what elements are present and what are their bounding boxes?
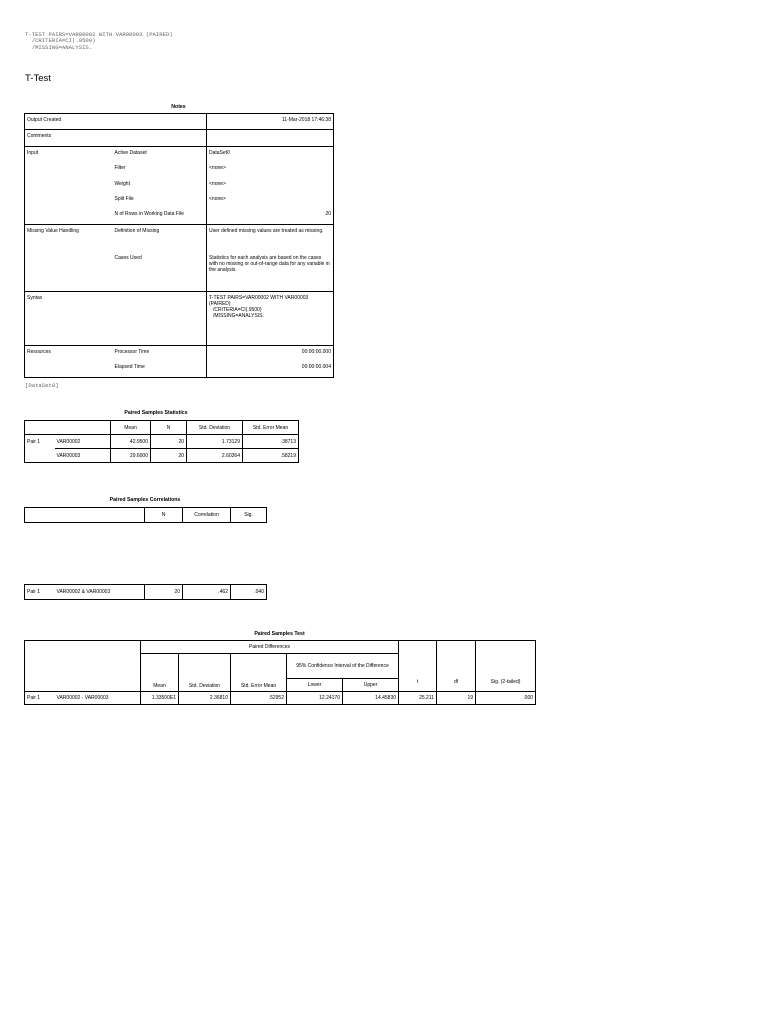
header-cell: N bbox=[151, 421, 187, 435]
notes-title: Notes bbox=[171, 104, 186, 110]
notes-cell: Resources bbox=[27, 348, 51, 355]
table-row bbox=[25, 508, 267, 523]
header-cell: Correlation bbox=[183, 508, 231, 523]
notes-cell: 11-Mar-2018 17:46:38 bbox=[207, 114, 334, 130]
value-cell: 1.73129 bbox=[187, 435, 243, 449]
table-row bbox=[25, 114, 334, 130]
var-cell: VAR00003 bbox=[55, 449, 111, 463]
header-cell: Lower bbox=[287, 679, 343, 692]
table-row bbox=[25, 208, 334, 224]
syntax-line: /MISSING=ANALYSIS. bbox=[213, 312, 264, 319]
notes-cell: <none> bbox=[207, 162, 334, 177]
value-cell: .462 bbox=[183, 585, 231, 600]
notes-cell: Processor Time bbox=[114, 348, 150, 355]
value-cell: 20 bbox=[151, 449, 187, 463]
notes-cell: 20 bbox=[207, 208, 334, 224]
pair-label: Pair 1 bbox=[25, 435, 55, 449]
notes-table bbox=[24, 113, 334, 378]
notes-cell: Statistics for each analysis are based on the cases with no missing or out-of-range data for any variable in the analysis. bbox=[207, 252, 334, 292]
table-row bbox=[25, 692, 536, 705]
notes-cell: User defined missing values are treated as missing. bbox=[207, 224, 334, 252]
pair-label: Pair 1 bbox=[27, 589, 41, 595]
table-row bbox=[25, 449, 299, 463]
value-cell: 19 bbox=[437, 692, 476, 705]
ptest-title: Paired Samples Test bbox=[254, 631, 305, 637]
header-cell: N bbox=[145, 508, 183, 523]
table-row bbox=[25, 585, 267, 600]
table-row bbox=[25, 252, 334, 292]
table-row bbox=[25, 345, 334, 361]
value-cell: .38713 bbox=[243, 435, 299, 449]
value-cell: 2.60364 bbox=[187, 449, 243, 463]
value-cell: 29.6000 bbox=[111, 449, 151, 463]
table-row bbox=[25, 146, 334, 162]
notes-cell: Cases Used bbox=[113, 252, 207, 292]
notes-cell: Input bbox=[27, 149, 39, 156]
notes-cell: Comments bbox=[25, 130, 113, 146]
notes-cell: <none> bbox=[207, 193, 334, 208]
table-row bbox=[25, 130, 334, 146]
notes-cell bbox=[207, 291, 334, 345]
notes-cell: Weight bbox=[114, 180, 130, 187]
notes-cell: Elapsed Time bbox=[114, 364, 145, 371]
corr-row-table bbox=[24, 584, 267, 600]
header-cell: Std. Error Mean bbox=[231, 654, 287, 692]
notes-cell: DataSet0 bbox=[207, 146, 334, 162]
header-cell: Std. Error Mean bbox=[243, 421, 299, 435]
header-cell: Sig. (2-tailed) bbox=[476, 679, 536, 692]
value-cell: 2.36810 bbox=[179, 692, 231, 705]
header-cell: Mean bbox=[141, 654, 179, 692]
var-cell: VAR00002 - VAR00003 bbox=[55, 692, 141, 705]
notes-cell: <none> bbox=[207, 178, 334, 193]
notes-cell: Syntax bbox=[25, 291, 113, 345]
value-cell: 1.33500E1 bbox=[141, 692, 179, 705]
table-row bbox=[25, 421, 299, 435]
notes-cell: Filter bbox=[114, 165, 126, 172]
notes-cell: Active Dataset bbox=[114, 149, 147, 156]
value-cell: .52952 bbox=[231, 692, 287, 705]
table-row bbox=[25, 435, 299, 449]
table-row bbox=[25, 224, 334, 252]
value-cell: 20 bbox=[145, 585, 183, 600]
var-cell: VAR00002 bbox=[55, 435, 111, 449]
notes-cell: 00:00:00.004 bbox=[207, 361, 334, 377]
header-cell: Upper bbox=[343, 679, 399, 692]
table-row bbox=[25, 178, 334, 193]
header-cell: 95% Confidence Interval of the Difference bbox=[287, 654, 399, 679]
value-cell: 42.9500 bbox=[111, 435, 151, 449]
table-row bbox=[25, 162, 334, 177]
notes-cell: Missing Value Handling bbox=[27, 227, 79, 234]
table-row bbox=[25, 291, 334, 345]
header-cell: Paired Differences bbox=[141, 641, 399, 654]
table-row bbox=[25, 641, 536, 654]
stats-title: Paired Samples Statistics bbox=[124, 410, 188, 416]
value-cell: 25.211 bbox=[399, 692, 437, 705]
notes-cell: Output Created bbox=[25, 114, 113, 130]
syntax-line: T-TEST PAIRS=VAR00002 WITH VAR00003 (PAIRED) bbox=[209, 294, 309, 307]
header-cell: Std. Deviation bbox=[187, 421, 243, 435]
corr-header-table bbox=[24, 507, 267, 523]
notes-cell: Split File bbox=[114, 195, 134, 202]
value-cell: .58219 bbox=[243, 449, 299, 463]
header-cell: df bbox=[437, 679, 476, 692]
value-cell: 20 bbox=[151, 435, 187, 449]
ptest-table bbox=[24, 640, 536, 705]
pair-label: Pair 1 bbox=[25, 692, 55, 705]
table-row bbox=[25, 193, 334, 208]
value-cell: .040 bbox=[231, 585, 267, 600]
table-row bbox=[25, 361, 334, 377]
var-cell: VAR00002 & VAR00003 bbox=[56, 589, 111, 595]
syntax-log: T-TEST PAIRS=VAR00002 WITH VAR00003 (PAIRED) /CRITERIA=CI(.9500) /MISSING=ANALYSIS. bbox=[25, 31, 173, 51]
corr-title: Paired Samples Correlations bbox=[109, 497, 181, 503]
header-cell: t bbox=[399, 679, 437, 692]
dataset-tag: [DataSet0] bbox=[25, 382, 59, 389]
value-cell: 14.45830 bbox=[343, 692, 399, 705]
stats-table bbox=[24, 420, 299, 463]
header-cell: Mean bbox=[111, 421, 151, 435]
notes-cell: N of Rows in Working Data File bbox=[113, 208, 207, 224]
value-cell: 12.24170 bbox=[287, 692, 343, 705]
notes-cell: 00:00:00.000 bbox=[207, 345, 334, 361]
page-title: T-Test bbox=[25, 73, 51, 84]
header-cell: Std. Deviation bbox=[179, 654, 231, 692]
syntax-line: /CRITERIA=CI(.9500) bbox=[213, 306, 262, 313]
header-cell: Sig. bbox=[231, 508, 267, 523]
notes-cell: Definition of Missing bbox=[114, 227, 160, 234]
value-cell: .000 bbox=[476, 692, 536, 705]
